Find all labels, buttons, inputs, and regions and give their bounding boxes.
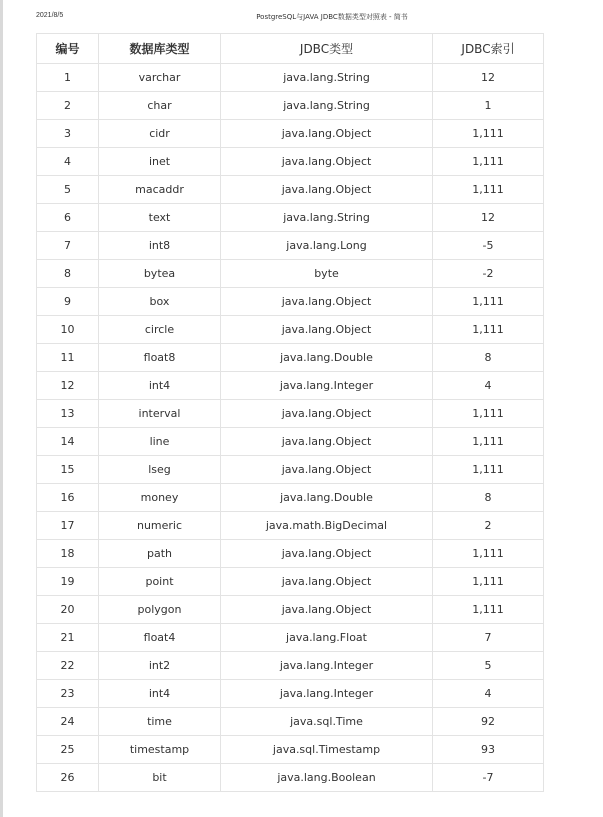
db-type-cell: float8 xyxy=(99,344,221,372)
row-number: 1 xyxy=(37,64,99,92)
db-type-cell: timestamp xyxy=(99,736,221,764)
jdbc-type-cell: java.lang.Object xyxy=(221,148,433,176)
table-row xyxy=(37,652,544,680)
jdbc-index-cell: 1,111 xyxy=(433,568,544,596)
table-row xyxy=(37,344,544,372)
row-number: 8 xyxy=(37,260,99,288)
row-number: 14 xyxy=(37,428,99,456)
db-type-cell: line xyxy=(99,428,221,456)
db-type-cell: money xyxy=(99,484,221,512)
column-header-db-type: 数据库类型 xyxy=(99,34,221,64)
row-number: 5 xyxy=(37,176,99,204)
jdbc-index-cell: 12 xyxy=(433,64,544,92)
db-type-cell: lseg xyxy=(99,456,221,484)
table-row xyxy=(37,148,544,176)
db-type-cell: box xyxy=(99,288,221,316)
row-number: 15 xyxy=(37,456,99,484)
db-type-cell: inet xyxy=(99,148,221,176)
jdbc-index-cell: 1,111 xyxy=(433,176,544,204)
jdbc-type-cell: java.lang.Object xyxy=(221,568,433,596)
row-number: 7 xyxy=(37,232,99,260)
db-type-cell: bit xyxy=(99,764,221,792)
print-header xyxy=(0,0,603,30)
jdbc-index-cell: 1,111 xyxy=(433,120,544,148)
jdbc-type-cell: java.lang.Object xyxy=(221,428,433,456)
db-type-cell: varchar xyxy=(99,64,221,92)
jdbc-index-cell: 7 xyxy=(433,624,544,652)
table-row xyxy=(37,736,544,764)
table-row xyxy=(37,260,544,288)
db-type-cell: char xyxy=(99,92,221,120)
jdbc-index-cell: 93 xyxy=(433,736,544,764)
row-number: 13 xyxy=(37,400,99,428)
row-number: 4 xyxy=(37,148,99,176)
jdbc-index-cell: 1,111 xyxy=(433,540,544,568)
jdbc-type-cell: java.lang.Object xyxy=(221,400,433,428)
row-number: 12 xyxy=(37,372,99,400)
table-row xyxy=(37,176,544,204)
db-type-cell: int8 xyxy=(99,232,221,260)
jdbc-index-cell: 1,111 xyxy=(433,288,544,316)
table-row xyxy=(37,64,544,92)
jdbc-index-cell: 8 xyxy=(433,484,544,512)
jdbc-type-cell: java.lang.Boolean xyxy=(221,764,433,792)
column-header-number: 编号 xyxy=(37,34,99,64)
db-type-cell: cidr xyxy=(99,120,221,148)
row-number: 2 xyxy=(37,92,99,120)
table-header-row xyxy=(37,34,544,64)
row-number: 11 xyxy=(37,344,99,372)
row-number: 24 xyxy=(37,708,99,736)
table-row xyxy=(37,764,544,792)
jdbc-type-cell: java.lang.Double xyxy=(221,484,433,512)
table-row xyxy=(37,568,544,596)
jdbc-index-cell: 1 xyxy=(433,92,544,120)
print-date: 2021/8/5 xyxy=(36,12,64,19)
jdbc-type-cell: java.lang.Object xyxy=(221,540,433,568)
row-number: 23 xyxy=(37,680,99,708)
db-type-cell: circle xyxy=(99,316,221,344)
table-row xyxy=(37,288,544,316)
table-row xyxy=(37,680,544,708)
jdbc-index-cell: -7 xyxy=(433,764,544,792)
db-type-cell: float4 xyxy=(99,624,221,652)
row-number: 18 xyxy=(37,540,99,568)
jdbc-index-cell: 1,111 xyxy=(433,596,544,624)
db-type-cell: path xyxy=(99,540,221,568)
jdbc-type-cell: java.lang.String xyxy=(221,204,433,232)
table-row xyxy=(37,708,544,736)
db-type-cell: int4 xyxy=(99,680,221,708)
db-type-cell: int2 xyxy=(99,652,221,680)
db-type-cell: text xyxy=(99,204,221,232)
db-type-cell: time xyxy=(99,708,221,736)
jdbc-type-cell: java.lang.Object xyxy=(221,120,433,148)
table-row xyxy=(37,540,544,568)
table-row xyxy=(37,512,544,540)
jdbc-index-cell: 1,111 xyxy=(433,400,544,428)
type-mapping-table xyxy=(36,33,544,792)
jdbc-index-cell: 8 xyxy=(433,344,544,372)
jdbc-type-cell: java.lang.Long xyxy=(221,232,433,260)
jdbc-type-cell: java.sql.Timestamp xyxy=(221,736,433,764)
db-type-cell: numeric xyxy=(99,512,221,540)
jdbc-index-cell: 1,111 xyxy=(433,428,544,456)
table-row xyxy=(37,624,544,652)
jdbc-index-cell: -5 xyxy=(433,232,544,260)
jdbc-type-cell: java.lang.Object xyxy=(221,288,433,316)
jdbc-index-cell: 92 xyxy=(433,708,544,736)
jdbc-index-cell: 5 xyxy=(433,652,544,680)
row-number: 19 xyxy=(37,568,99,596)
jdbc-index-cell: 12 xyxy=(433,204,544,232)
jdbc-index-cell: 4 xyxy=(433,680,544,708)
table-row xyxy=(37,400,544,428)
table-row xyxy=(37,92,544,120)
table-row xyxy=(37,484,544,512)
jdbc-type-cell: java.math.BigDecimal xyxy=(221,512,433,540)
jdbc-type-cell: java.lang.Integer xyxy=(221,680,433,708)
row-number: 25 xyxy=(37,736,99,764)
row-number: 21 xyxy=(37,624,99,652)
row-number: 3 xyxy=(37,120,99,148)
type-mapping-table-container xyxy=(36,33,543,792)
jdbc-index-cell: 1,111 xyxy=(433,148,544,176)
column-header-jdbc-type: JDBC类型 xyxy=(221,34,433,64)
row-number: 9 xyxy=(37,288,99,316)
jdbc-type-cell: java.lang.Object xyxy=(221,316,433,344)
jdbc-type-cell: java.sql.Time xyxy=(221,708,433,736)
table-row xyxy=(37,316,544,344)
row-number: 26 xyxy=(37,764,99,792)
row-number: 6 xyxy=(37,204,99,232)
table-row xyxy=(37,428,544,456)
table-row xyxy=(37,456,544,484)
table-row xyxy=(37,204,544,232)
jdbc-type-cell: java.lang.String xyxy=(221,92,433,120)
db-type-cell: point xyxy=(99,568,221,596)
table-row xyxy=(37,372,544,400)
jdbc-index-cell: 1,111 xyxy=(433,316,544,344)
jdbc-type-cell: java.lang.Float xyxy=(221,624,433,652)
jdbc-index-cell: 4 xyxy=(433,372,544,400)
jdbc-type-cell: java.lang.Double xyxy=(221,344,433,372)
row-number: 20 xyxy=(37,596,99,624)
db-type-cell: macaddr xyxy=(99,176,221,204)
jdbc-type-cell: java.lang.String xyxy=(221,64,433,92)
db-type-cell: bytea xyxy=(99,260,221,288)
table-row xyxy=(37,120,544,148)
column-header-jdbc-index: JDBC索引 xyxy=(433,34,544,64)
jdbc-index-cell: 1,111 xyxy=(433,456,544,484)
jdbc-type-cell: byte xyxy=(221,260,433,288)
row-number: 10 xyxy=(37,316,99,344)
jdbc-type-cell: java.lang.Integer xyxy=(221,372,433,400)
jdbc-index-cell: 2 xyxy=(433,512,544,540)
row-number: 17 xyxy=(37,512,99,540)
jdbc-type-cell: java.lang.Object xyxy=(221,176,433,204)
db-type-cell: int4 xyxy=(99,372,221,400)
row-number: 16 xyxy=(37,484,99,512)
db-type-cell: interval xyxy=(99,400,221,428)
table-row xyxy=(37,232,544,260)
print-page-title: PostgreSQL与JAVA JDBC数据类型对照表 - 简书 xyxy=(256,13,408,21)
table-row xyxy=(37,596,544,624)
jdbc-index-cell: -2 xyxy=(433,260,544,288)
page-left-edge xyxy=(0,0,3,817)
table-body xyxy=(37,64,544,792)
jdbc-type-cell: java.lang.Object xyxy=(221,456,433,484)
jdbc-type-cell: java.lang.Object xyxy=(221,596,433,624)
jdbc-type-cell: java.lang.Integer xyxy=(221,652,433,680)
row-number: 22 xyxy=(37,652,99,680)
db-type-cell: polygon xyxy=(99,596,221,624)
